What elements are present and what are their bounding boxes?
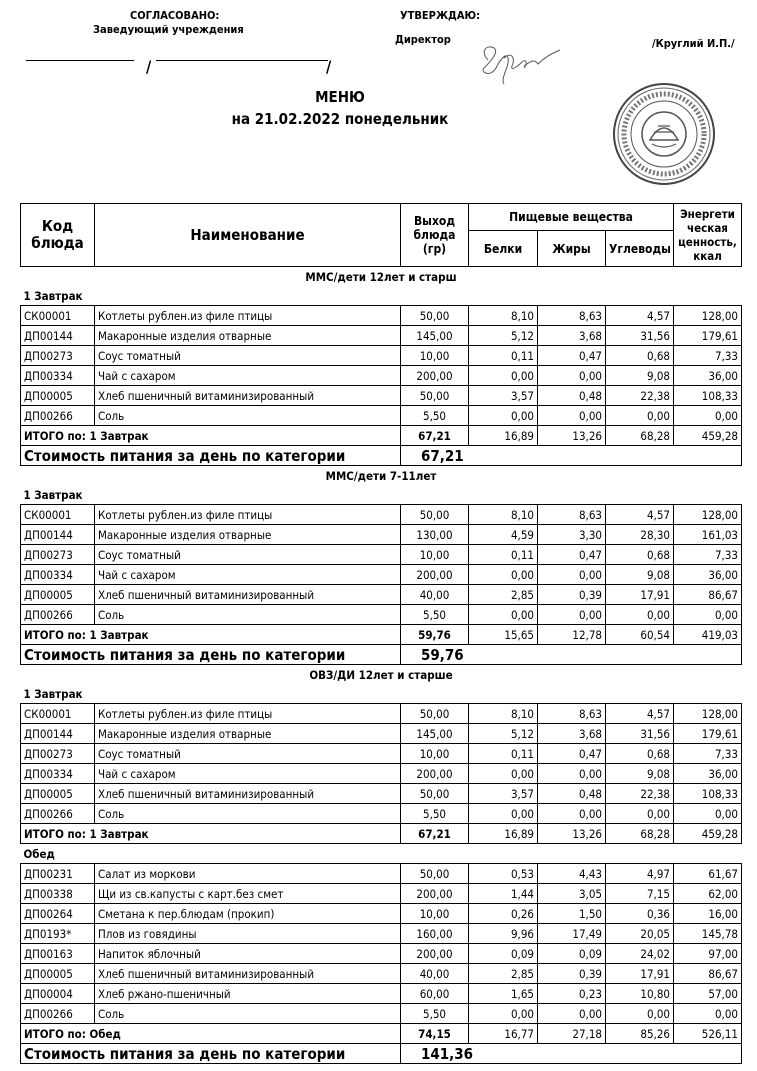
dish-code: ДП00273 xyxy=(21,545,95,565)
table-row xyxy=(21,744,742,764)
approved-name: /Круглий И.П./ xyxy=(652,37,735,50)
dish-carbs: 22,38 xyxy=(606,784,674,804)
dish-protein: 0,53 xyxy=(469,864,538,884)
table-row xyxy=(21,326,742,346)
dish-name: Котлеты рублен.из филе птицы xyxy=(95,306,401,326)
table-row xyxy=(21,964,742,984)
dish-code: ДП00266 xyxy=(21,1004,95,1024)
dish-yield: 40,00 xyxy=(401,964,469,984)
meal-title: 1 Завтрак xyxy=(23,686,83,701)
dish-carbs: 0,00 xyxy=(606,1004,674,1024)
dish-name: Напиток яблочный xyxy=(95,944,401,964)
dish-carbs: 28,30 xyxy=(606,525,674,545)
section-title-row xyxy=(21,466,742,486)
dish-yield: 160,00 xyxy=(401,924,469,944)
table-row xyxy=(21,764,742,784)
dish-protein: 5,12 xyxy=(469,724,538,744)
total-yield: 59,76 xyxy=(401,625,469,645)
page-title: МЕНЮ xyxy=(315,88,365,106)
table-row xyxy=(21,724,742,744)
dish-protein: 8,10 xyxy=(469,505,538,525)
table-row xyxy=(21,864,742,884)
dish-code: ДП00144 xyxy=(21,326,95,346)
dish-code: ДП00273 xyxy=(21,744,95,764)
total-energy: 419,03 xyxy=(674,625,742,645)
daily-cost-label: Стоимость питания за день по категории xyxy=(21,645,401,665)
dish-energy: 179,61 xyxy=(674,326,742,346)
col-header-nutrients: Пищевые вещества xyxy=(469,204,674,231)
total-label: ИТОГО по: 1 Завтрак xyxy=(21,824,401,844)
dish-code: ДП00005 xyxy=(21,585,95,605)
table-row xyxy=(21,924,742,944)
section-title: ММС/дети 7-11лет xyxy=(325,468,437,483)
dish-protein: 3,57 xyxy=(469,784,538,804)
dish-carbs: 0,00 xyxy=(606,804,674,824)
section-title-row xyxy=(21,267,742,287)
dish-fat: 3,68 xyxy=(538,326,606,346)
dish-fat: 0,00 xyxy=(538,565,606,585)
dish-code: ДП00334 xyxy=(21,565,95,585)
dish-code: СК00001 xyxy=(21,704,95,724)
dish-yield: 130,00 xyxy=(401,525,469,545)
dish-energy: 128,00 xyxy=(674,704,742,724)
dish-protein: 1,65 xyxy=(469,984,538,1004)
total-energy: 459,28 xyxy=(674,824,742,844)
dish-yield: 5,50 xyxy=(401,804,469,824)
dish-protein: 0,11 xyxy=(469,346,538,366)
dish-protein: 0,00 xyxy=(469,366,538,386)
agreed-role: Заведующий учреждения xyxy=(93,23,244,36)
dish-carbs: 4,57 xyxy=(606,704,674,724)
official-stamp xyxy=(610,80,718,188)
dish-carbs: 17,91 xyxy=(606,964,674,984)
meal-title: 1 Завтрак xyxy=(23,288,83,303)
agreed-name-line xyxy=(156,60,328,61)
dish-code: ДП00005 xyxy=(21,386,95,406)
dish-yield: 145,00 xyxy=(401,326,469,346)
daily-cost-label: Стоимость питания за день по категории xyxy=(21,446,401,466)
dish-fat: 0,47 xyxy=(538,545,606,565)
dish-code: ДП00334 xyxy=(21,764,95,784)
dish-protein: 8,10 xyxy=(469,704,538,724)
total-carbs: 60,54 xyxy=(606,625,674,645)
col-header-name: Наименование xyxy=(95,204,401,267)
daily-cost-row xyxy=(21,645,742,665)
dish-protein: 3,57 xyxy=(469,386,538,406)
table-row xyxy=(21,505,742,525)
dish-name: Хлеб ржано-пшеничный xyxy=(95,984,401,1004)
meal-title: Обед xyxy=(23,846,55,861)
total-energy: 459,28 xyxy=(674,426,742,446)
dish-energy: 36,00 xyxy=(674,366,742,386)
dish-fat: 8,63 xyxy=(538,306,606,326)
dish-carbs: 0,68 xyxy=(606,346,674,366)
daily-cost-row xyxy=(21,1044,742,1064)
dish-code: ДП00163 xyxy=(21,944,95,964)
slash-separator: / xyxy=(146,57,152,76)
dish-fat: 0,23 xyxy=(538,984,606,1004)
dish-fat: 0,48 xyxy=(538,386,606,406)
director-signature xyxy=(478,38,568,90)
dish-energy: 86,67 xyxy=(674,964,742,984)
dish-fat: 8,63 xyxy=(538,704,606,724)
dish-yield: 40,00 xyxy=(401,585,469,605)
col-header-energy: Энергети ческая ценность, ккал xyxy=(674,204,742,267)
dish-energy: 179,61 xyxy=(674,724,742,744)
meal-title-row xyxy=(21,684,742,704)
dish-yield: 200,00 xyxy=(401,944,469,964)
dish-fat: 4,43 xyxy=(538,864,606,884)
dish-name: Макаронные изделия отварные xyxy=(95,326,401,346)
table-row xyxy=(21,406,742,426)
dish-energy: 108,33 xyxy=(674,784,742,804)
dish-energy: 0,00 xyxy=(674,605,742,625)
dish-energy: 145,78 xyxy=(674,924,742,944)
dish-code: ДП00144 xyxy=(21,525,95,545)
meal-title: 1 Завтрак xyxy=(23,487,83,502)
dish-code: ДП00266 xyxy=(21,804,95,824)
dish-code: ДП00273 xyxy=(21,346,95,366)
meal-total-row xyxy=(21,625,742,645)
dish-carbs: 9,08 xyxy=(606,764,674,784)
dish-protein: 0,00 xyxy=(469,565,538,585)
meal-total-row xyxy=(21,824,742,844)
total-carbs: 68,28 xyxy=(606,426,674,446)
dish-code: ДП00264 xyxy=(21,904,95,924)
daily-cost-row xyxy=(21,446,742,466)
dish-carbs: 24,02 xyxy=(606,944,674,964)
dish-carbs: 31,56 xyxy=(606,326,674,346)
dish-name: Котлеты рублен.из филе птицы xyxy=(95,505,401,525)
total-protein: 16,89 xyxy=(469,426,538,446)
dish-protein: 0,00 xyxy=(469,406,538,426)
dish-name: Соль xyxy=(95,1004,401,1024)
daily-cost-label: Стоимость питания за день по категории xyxy=(21,1044,401,1064)
meal-total-row xyxy=(21,1024,742,1044)
dish-carbs: 4,57 xyxy=(606,505,674,525)
table-row xyxy=(21,1004,742,1024)
dish-code: СК00001 xyxy=(21,306,95,326)
section-title: ММС/дети 12лет и старш xyxy=(305,269,457,284)
menu-table xyxy=(20,203,742,1064)
meal-title-row xyxy=(21,485,742,505)
agreed-label: СОГЛАСОВАНО: xyxy=(130,9,220,22)
dish-carbs: 17,91 xyxy=(606,585,674,605)
table-row xyxy=(21,545,742,565)
dish-energy: 128,00 xyxy=(674,505,742,525)
dish-code: ДП00334 xyxy=(21,366,95,386)
dish-code: ДП00005 xyxy=(21,784,95,804)
daily-cost-value: 59,76 xyxy=(401,645,742,665)
page-subtitle: на 21.02.2022 понедельник xyxy=(231,110,449,128)
total-yield: 67,21 xyxy=(401,426,469,446)
table-row xyxy=(21,704,742,724)
dish-fat: 0,00 xyxy=(538,366,606,386)
dish-name: Соус томатный xyxy=(95,545,401,565)
dish-fat: 0,09 xyxy=(538,944,606,964)
dish-yield: 10,00 xyxy=(401,346,469,366)
dish-energy: 7,33 xyxy=(674,545,742,565)
dish-energy: 16,00 xyxy=(674,904,742,924)
dish-yield: 200,00 xyxy=(401,366,469,386)
dish-code: ДП00005 xyxy=(21,964,95,984)
table-row xyxy=(21,565,742,585)
dish-fat: 0,39 xyxy=(538,585,606,605)
table-row xyxy=(21,984,742,1004)
dish-yield: 50,00 xyxy=(401,386,469,406)
total-fat: 27,18 xyxy=(538,1024,606,1044)
col-header-code: Код блюда xyxy=(21,204,95,267)
total-carbs: 68,28 xyxy=(606,824,674,844)
dish-energy: 61,67 xyxy=(674,864,742,884)
dish-fat: 0,00 xyxy=(538,804,606,824)
table-row xyxy=(21,784,742,804)
dish-fat: 0,39 xyxy=(538,964,606,984)
total-fat: 13,26 xyxy=(538,824,606,844)
total-protein: 16,77 xyxy=(469,1024,538,1044)
meal-title-row xyxy=(21,286,742,306)
dish-fat: 8,63 xyxy=(538,505,606,525)
dish-yield: 200,00 xyxy=(401,764,469,784)
dish-protein: 0,00 xyxy=(469,1004,538,1024)
slash-separator: / xyxy=(326,57,332,76)
total-protein: 16,89 xyxy=(469,824,538,844)
dish-energy: 161,03 xyxy=(674,525,742,545)
dish-carbs: 9,08 xyxy=(606,366,674,386)
dish-energy: 57,00 xyxy=(674,984,742,1004)
dish-protein: 2,85 xyxy=(469,585,538,605)
dish-energy: 128,00 xyxy=(674,306,742,326)
dish-name: Соус томатный xyxy=(95,346,401,366)
dish-name: Чай с сахаром xyxy=(95,565,401,585)
dish-energy: 86,67 xyxy=(674,585,742,605)
dish-carbs: 0,36 xyxy=(606,904,674,924)
table-row xyxy=(21,525,742,545)
dish-protein: 5,12 xyxy=(469,326,538,346)
dish-fat: 0,00 xyxy=(538,1004,606,1024)
table-row xyxy=(21,585,742,605)
dish-fat: 3,68 xyxy=(538,724,606,744)
dish-name: Макаронные изделия отварные xyxy=(95,525,401,545)
table-row xyxy=(21,904,742,924)
dish-energy: 0,00 xyxy=(674,1004,742,1024)
table-row xyxy=(21,386,742,406)
agreed-signature-line xyxy=(26,60,134,61)
dish-name: Котлеты рублен.из филе птицы xyxy=(95,704,401,724)
dish-carbs: 20,05 xyxy=(606,924,674,944)
total-yield: 67,21 xyxy=(401,824,469,844)
dish-yield: 5,50 xyxy=(401,406,469,426)
dish-energy: 7,33 xyxy=(674,346,742,366)
dish-carbs: 4,97 xyxy=(606,864,674,884)
dish-name: Хлеб пшеничный витаминизированный xyxy=(95,386,401,406)
dish-fat: 0,00 xyxy=(538,764,606,784)
dish-yield: 200,00 xyxy=(401,565,469,585)
table-row xyxy=(21,346,742,366)
table-row xyxy=(21,884,742,904)
dish-name: Сметана к пер.блюдам (прокип) xyxy=(95,904,401,924)
dish-name: Щи из св.капусты с карт.без смет xyxy=(95,884,401,904)
dish-protein: 0,00 xyxy=(469,804,538,824)
dish-yield: 50,00 xyxy=(401,306,469,326)
dish-protein: 1,44 xyxy=(469,884,538,904)
dish-protein: 2,85 xyxy=(469,964,538,984)
dish-name: Салат из моркови xyxy=(95,864,401,884)
dish-carbs: 22,38 xyxy=(606,386,674,406)
dish-name: Соль xyxy=(95,605,401,625)
dish-energy: 0,00 xyxy=(674,406,742,426)
dish-fat: 1,50 xyxy=(538,904,606,924)
dish-name: Макаронные изделия отварные xyxy=(95,724,401,744)
total-fat: 13,26 xyxy=(538,426,606,446)
dish-carbs: 31,56 xyxy=(606,724,674,744)
total-energy: 526,11 xyxy=(674,1024,742,1044)
dish-yield: 145,00 xyxy=(401,724,469,744)
dish-protein: 4,59 xyxy=(469,525,538,545)
dish-carbs: 4,57 xyxy=(606,306,674,326)
approved-role: Директор xyxy=(395,33,451,46)
meal-title-row xyxy=(21,844,742,864)
dish-name: Чай с сахаром xyxy=(95,366,401,386)
total-label: ИТОГО по: Обед xyxy=(21,1024,401,1044)
section-title-row xyxy=(21,665,742,685)
dish-yield: 5,50 xyxy=(401,1004,469,1024)
dish-carbs: 0,68 xyxy=(606,545,674,565)
meal-total-row xyxy=(21,426,742,446)
dish-yield: 10,00 xyxy=(401,545,469,565)
dish-energy: 36,00 xyxy=(674,764,742,784)
table-row xyxy=(21,605,742,625)
table-row xyxy=(21,944,742,964)
dish-name: Чай с сахаром xyxy=(95,764,401,784)
dish-code: ДП00231 xyxy=(21,864,95,884)
dish-code: СК00001 xyxy=(21,505,95,525)
dish-yield: 50,00 xyxy=(401,864,469,884)
daily-cost-value: 67,21 xyxy=(401,446,742,466)
dish-name: Хлеб пшеничный витаминизированный xyxy=(95,964,401,984)
total-carbs: 85,26 xyxy=(606,1024,674,1044)
dish-fat: 0,00 xyxy=(538,406,606,426)
dish-yield: 5,50 xyxy=(401,605,469,625)
dish-name: Хлеб пшеничный витаминизированный xyxy=(95,585,401,605)
dish-energy: 0,00 xyxy=(674,804,742,824)
dish-code: ДП00004 xyxy=(21,984,95,1004)
dish-code: ДП0193* xyxy=(21,924,95,944)
dish-energy: 62,00 xyxy=(674,884,742,904)
dish-yield: 200,00 xyxy=(401,884,469,904)
dish-fat: 0,00 xyxy=(538,605,606,625)
dish-protein: 0,11 xyxy=(469,545,538,565)
dish-yield: 60,00 xyxy=(401,984,469,1004)
table-row xyxy=(21,804,742,824)
dish-name: Хлеб пшеничный витаминизированный xyxy=(95,784,401,804)
dish-carbs: 0,00 xyxy=(606,605,674,625)
dish-carbs: 10,80 xyxy=(606,984,674,1004)
dish-yield: 50,00 xyxy=(401,505,469,525)
dish-energy: 97,00 xyxy=(674,944,742,964)
dish-yield: 50,00 xyxy=(401,704,469,724)
dish-yield: 10,00 xyxy=(401,904,469,924)
dish-protein: 8,10 xyxy=(469,306,538,326)
total-fat: 12,78 xyxy=(538,625,606,645)
dish-fat: 3,05 xyxy=(538,884,606,904)
dish-code: ДП00144 xyxy=(21,724,95,744)
dish-protein: 0,00 xyxy=(469,605,538,625)
dish-code: ДП00266 xyxy=(21,605,95,625)
dish-name: Соль xyxy=(95,406,401,426)
dish-name: Соус томатный xyxy=(95,744,401,764)
dish-yield: 50,00 xyxy=(401,784,469,804)
dish-carbs: 0,00 xyxy=(606,406,674,426)
dish-carbs: 7,15 xyxy=(606,884,674,904)
dish-name: Плов из говядины xyxy=(95,924,401,944)
dish-energy: 7,33 xyxy=(674,744,742,764)
dish-protein: 0,00 xyxy=(469,764,538,784)
dish-fat: 3,30 xyxy=(538,525,606,545)
total-label: ИТОГО по: 1 Завтрак xyxy=(21,625,401,645)
dish-fat: 17,49 xyxy=(538,924,606,944)
daily-cost-value: 141,36 xyxy=(401,1044,742,1064)
table-row xyxy=(21,306,742,326)
dish-carbs: 0,68 xyxy=(606,744,674,764)
col-header-protein: Белки xyxy=(469,231,538,267)
dish-fat: 0,47 xyxy=(538,346,606,366)
dish-protein: 0,11 xyxy=(469,744,538,764)
dish-name: Соль xyxy=(95,804,401,824)
dish-protein: 9,96 xyxy=(469,924,538,944)
dish-carbs: 9,08 xyxy=(606,565,674,585)
dish-fat: 0,47 xyxy=(538,744,606,764)
dish-energy: 108,33 xyxy=(674,386,742,406)
dish-code: ДП00266 xyxy=(21,406,95,426)
total-protein: 15,65 xyxy=(469,625,538,645)
dish-protein: 0,09 xyxy=(469,944,538,964)
col-header-carbs: Углеводы xyxy=(606,231,674,267)
section-title: ОВЗ/ДИ 12лет и старше xyxy=(309,667,453,682)
dish-yield: 10,00 xyxy=(401,744,469,764)
dish-code: ДП00338 xyxy=(21,884,95,904)
total-label: ИТОГО по: 1 Завтрак xyxy=(21,426,401,446)
approved-label: УТВЕРЖДАЮ: xyxy=(400,9,481,22)
col-header-fat: Жиры xyxy=(538,231,606,267)
dish-energy: 36,00 xyxy=(674,565,742,585)
dish-protein: 0,26 xyxy=(469,904,538,924)
col-header-yield: Выход блюда (гр) xyxy=(401,204,469,267)
table-row xyxy=(21,366,742,386)
total-yield: 74,15 xyxy=(401,1024,469,1044)
dish-fat: 0,48 xyxy=(538,784,606,804)
